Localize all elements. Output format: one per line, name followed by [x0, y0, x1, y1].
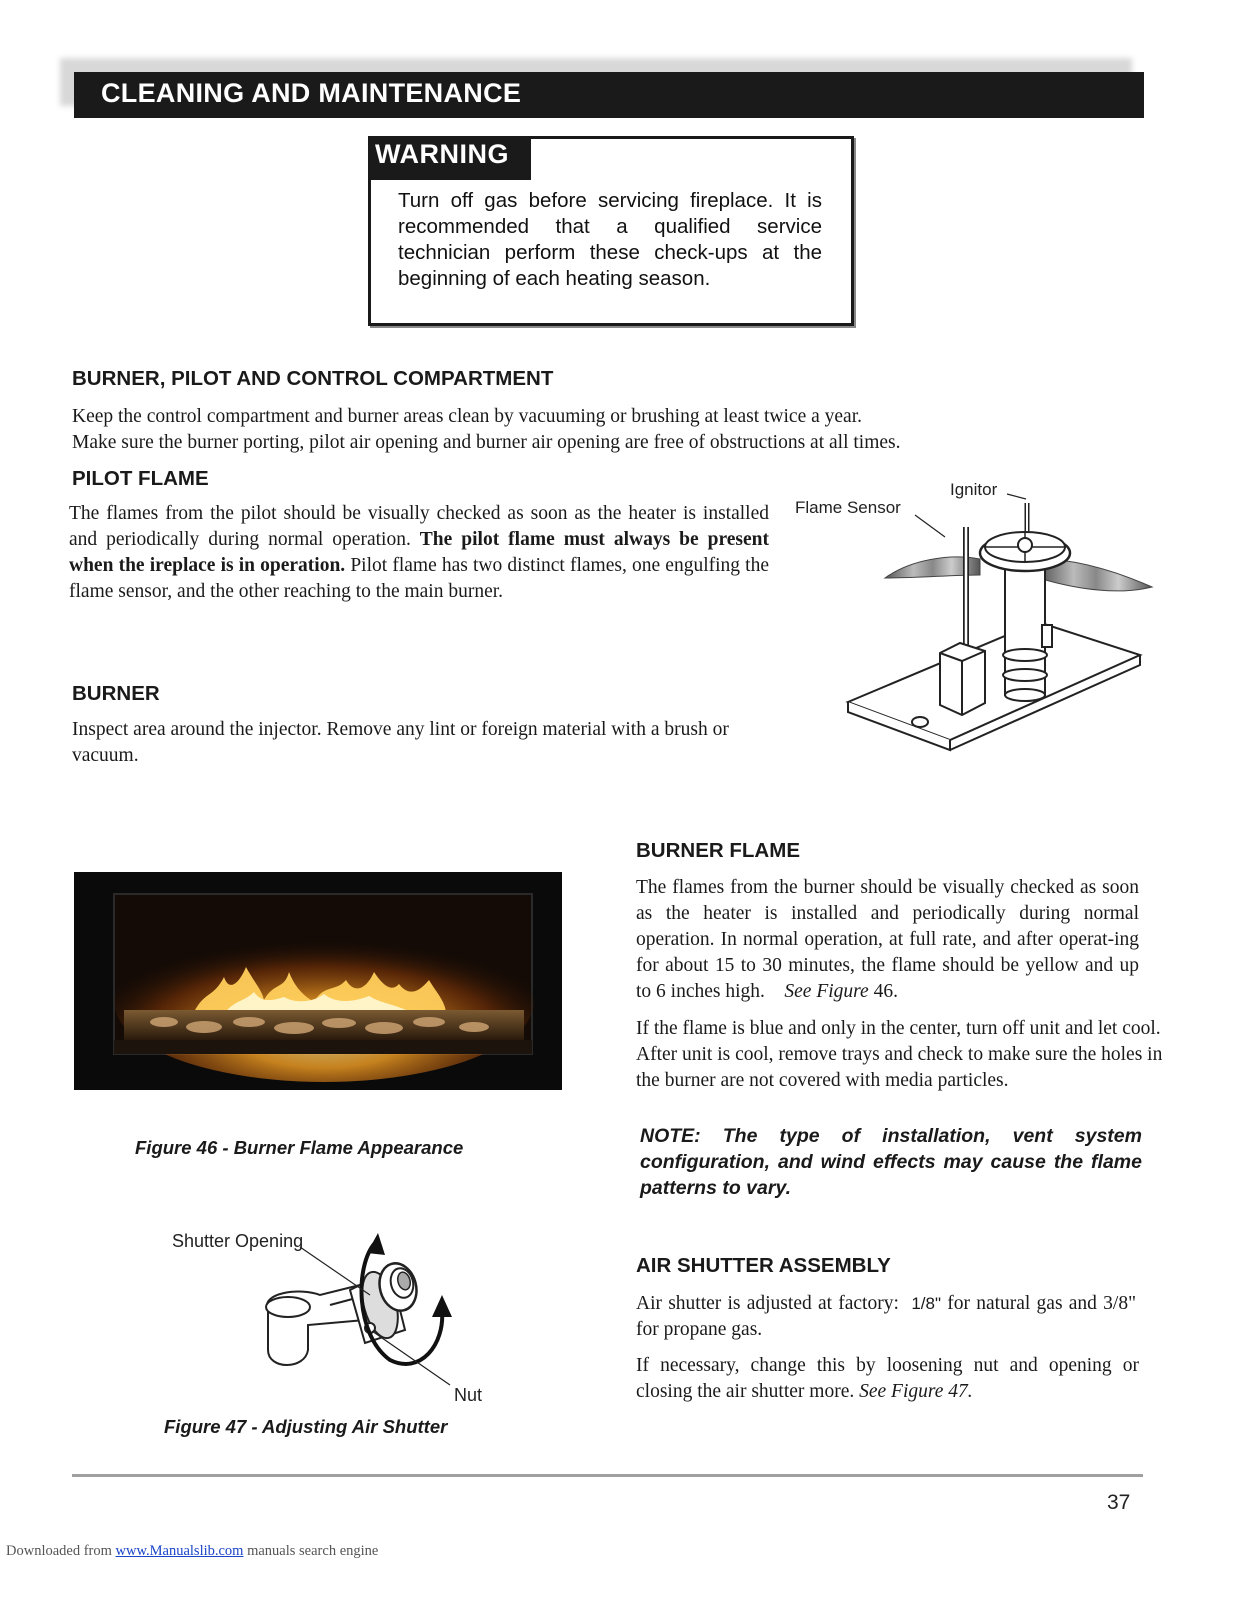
air-shutter-adjust-main: If necessary, change this by loosening nut and opening or closing the air shutter more.: [636, 1355, 1139, 1402]
pilot-flame-text-rest: Pilot flame has two distinct flames, one engulfing the flame sensor, and the other reaching to the main burner.: [69, 555, 769, 602]
burner-flame-text-main: The flames from the burner should be visually checked as soon as the heater is installed and periodically during normal operation. In normal operation, at full rate, and after operat-ing for about 15 to 30 minutes, the flame should be yellow and up to 6 inches high.: [636, 877, 1139, 1002]
page-title: CLEANING AND MAINTENANCE: [101, 78, 522, 108]
warning-text: Turn off gas before servicing fireplace. It is recommended that a qualified service technician perform these check-ups at the beginning of each heating season.: [398, 189, 822, 290]
compartment-line-2: Make sure the burner porting, pilot air opening and burner air opening are free of obstructions at all times.: [72, 432, 901, 453]
shutter-leader-line: [300, 1247, 370, 1295]
nut-label: Nut: [454, 1385, 483, 1405]
figure-46-caption: Figure 46 - Burner Flame Appearance: [135, 1137, 464, 1158]
burner-flame-blue-text: If the flame is blue and only in the center, turn off unit and let cool. After unit is cool, remove trays and check to make sure the holes in the burner are not covered with media particles.: [636, 1018, 1163, 1091]
natural-gas-setting: 1/8": [911, 1294, 941, 1313]
compartment-line-1: Keep the control compartment and burner areas clean by vacuuming or brushing at least twice a year.: [72, 406, 862, 427]
pilot-assembly-diagram: [790, 475, 1160, 775]
note-text: NOTE: The type of installation, vent system configuration, and wind effects may cause the flame patterns to vary.: [640, 1125, 1142, 1199]
air-shutter-diagram: [160, 1225, 500, 1415]
page-number: 37: [1107, 1491, 1131, 1514]
pilot-flame-text-emphasis: The pilot flame must always be present when the ireplace is in operation.: [69, 529, 769, 576]
section-heading-pilot-flame: PILOT FLAME: [72, 467, 209, 490]
pilot-base-plate: [848, 622, 1140, 750]
air-shutter-factory-rest: for natural gas and 3/8" for propane gas.: [636, 1293, 1137, 1340]
air-shutter-factory-text: [636, 1291, 1136, 1343]
figure-46-reference: See Figure: [784, 981, 869, 1002]
flame-sensor: [940, 527, 985, 715]
sensor-leader-line: [915, 515, 945, 537]
section-heading-air-shutter: AIR SHUTTER ASSEMBLY: [636, 1254, 891, 1277]
ignitor-leader-line: [1007, 494, 1026, 499]
burner-tube: [266, 1285, 365, 1365]
warning-label: WARNING: [375, 139, 509, 169]
pilot-flame-text-intro: The flames from the pilot should be visually checked as soon as the heater is installed and periodically during normal operation.: [69, 503, 769, 550]
figure-47-reference: See Figure 47.: [859, 1381, 973, 1402]
shutter-opening-label: Shutter Opening: [172, 1231, 304, 1251]
download-prefix: Downloaded from: [6, 1543, 112, 1559]
ignitor-label: Ignitor: [950, 480, 998, 499]
burner-text: Inspect area around the injector. Remove any lint or foreign material with a brush or vacuum.: [72, 719, 729, 766]
air-shutter-factory-intro: Air shutter is adjusted at factory:: [636, 1293, 899, 1314]
figure-47-caption: Figure 47 - Adjusting Air Shutter: [164, 1416, 448, 1437]
air-shutter-adjust-text: [636, 1353, 1139, 1405]
manualslib-link[interactable]: www.Manualslib.com: [115, 1543, 244, 1559]
burner-pilot-control-text: [72, 404, 992, 456]
burner-flame-text: [636, 875, 1139, 1005]
burner-flame-photo: [74, 872, 562, 1090]
download-footer: [6, 1543, 378, 1560]
download-suffix: manuals search engine: [243, 1543, 379, 1559]
figure-46-reference-number: 46.: [873, 981, 898, 1002]
section-heading-burner: BURNER: [72, 682, 160, 705]
section-heading-burner-flame: BURNER FLAME: [636, 839, 800, 862]
section-heading-burner-pilot-control: BURNER, PILOT AND CONTROL COMPARTMENT: [72, 367, 554, 390]
pilot-flame-text: [69, 501, 769, 605]
footer-divider: [72, 1474, 1143, 1477]
flame-sensor-label: Flame Sensor: [795, 498, 901, 517]
